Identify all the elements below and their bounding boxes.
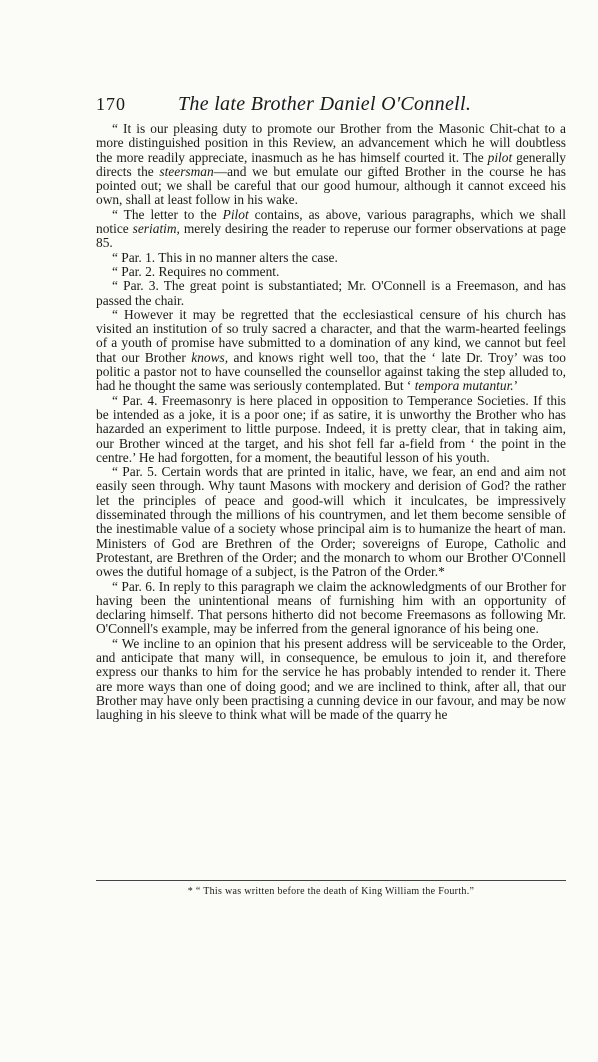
footnote-rule [96, 880, 566, 881]
text-run: “ Par. 4. Freemasonry is here placed in opposition to Temperance Societies. If this be intended as a joke, it is a poor one; if as satire, it is unworthy the Brother who has hazarded an experiment to little purpose. Indeed, it is pretty clear, that in taking aim, our Brother winced at the target, and his shot fell far a-field from ‘ the point in the centre.’ He had forgotten, for a moment, the beautiful lesson of his youth. [96, 392, 566, 465]
italic-text: knows, [191, 349, 229, 365]
text-run: “ However it may be regretted that the ecclesiastical censure of his church has visited an institution of so truly sacred a character, and that the warm-hearted feelings of a youth of promise have submitted to a domination of any kind, we cannot but feel that our Brother [96, 306, 566, 365]
footnote: * “ This was written before the death of King William the Fourth.” [187, 886, 475, 897]
italic-text: Pilot [222, 206, 249, 222]
text-run: “ Par. 3. The great point is substantiated; Mr. O'Connell is a Freemason, and has passed the chair. [96, 278, 566, 308]
text-run: “ Par. 6. In reply to this paragraph we claim the acknowledgments of our Brother for having been the unintentional means of furnishing him with an opportunity of declaring himself. That persons hitherto did not become Freemasons as following Mr. O'Connell's example, may be inferred from the general ignorance of his being one. [96, 578, 566, 637]
italic-text: steersman [159, 163, 214, 179]
page-header [96, 93, 556, 116]
text-run: ’ [513, 378, 519, 394]
text-run: “ We incline to an opinion that his present address will be serviceable to the Order, and anticipate that many will, in consequence, be emulous to join it, and therefore express our thanks to him for the service he has probably intended to render it. There are more ways than one of doing good; and we are inclined to think, after all, that our Brother may have only been practising a cunning device in our favour, and may be now laughing in his sleeve to think what will be made of the quarry he [96, 635, 566, 723]
italic-text: seriatim, [132, 221, 180, 237]
paragraph [96, 208, 566, 251]
paragraph [96, 251, 566, 265]
page-number: 170 [96, 94, 126, 114]
paragraph [96, 394, 566, 465]
running-title: The late Brother Daniel O'Connell. [178, 93, 472, 115]
text-run: “ It is our pleasing duty to promote our Brother from the Masonic Chit-chat to a more distinguished position in this Review, an advancement which he will doubtless the more readily appreciate, inasmuch as he has himself courted it. The [96, 121, 566, 165]
paragraph [96, 580, 566, 637]
text-run: “ Par. 2. Requires no comment. [112, 263, 280, 279]
italic-text: pilot [487, 149, 513, 165]
paragraph [96, 122, 566, 208]
text-run: contains, as above, various paragraphs, which we shall notice [96, 206, 566, 237]
paragraph [96, 279, 566, 308]
text-run: “ Par. 1. This in no manner alters the case. [112, 249, 338, 265]
paragraph [96, 308, 566, 394]
body-text [96, 122, 566, 722]
text-run: generally directs the [96, 149, 566, 179]
paragraph [96, 265, 566, 279]
text-run: “ The letter to the [112, 206, 223, 222]
italic-text: tempora mutantur. [414, 378, 514, 394]
text-run: merely desiring the reader to reperuse our former observations at page 85. [96, 221, 566, 251]
paragraph [96, 637, 566, 723]
paragraph [96, 465, 566, 579]
text-run: “ Par. 5. Certain words that are printed in italic, have, we fear, an end and aim not easily seen through. Why taunt Masons with mockery and derision of God? the rather let the principles of peace and good-will which it inculcates, be impressively disseminated through the millions of his countrymen, and let them become sensible of the inestimable value of a society whose principal aim is to humanize the heart of man. Ministers of God are Brethren of the Order; sovereigns of Europe, Catholic and Protestant, are Brethren of the Order; and the monarch to whom our Brother O'Connell owes the dutiful homage of a subject, is the Patron of the Order.* [96, 464, 566, 580]
text-run: —and we but emulate our gifted Brother in the course he has pointed out; we shall be careful that our good humour, although it cannot exceed his own, shall at least follow in his wake. [96, 163, 566, 208]
text-run: and knows right well too, that the ‘ late Dr. Troy’ was too politic a pastor not to have counselled the counsellor against taking the step alluded to, had he thought the same was seriously contemplated. But ‘ [96, 349, 566, 394]
